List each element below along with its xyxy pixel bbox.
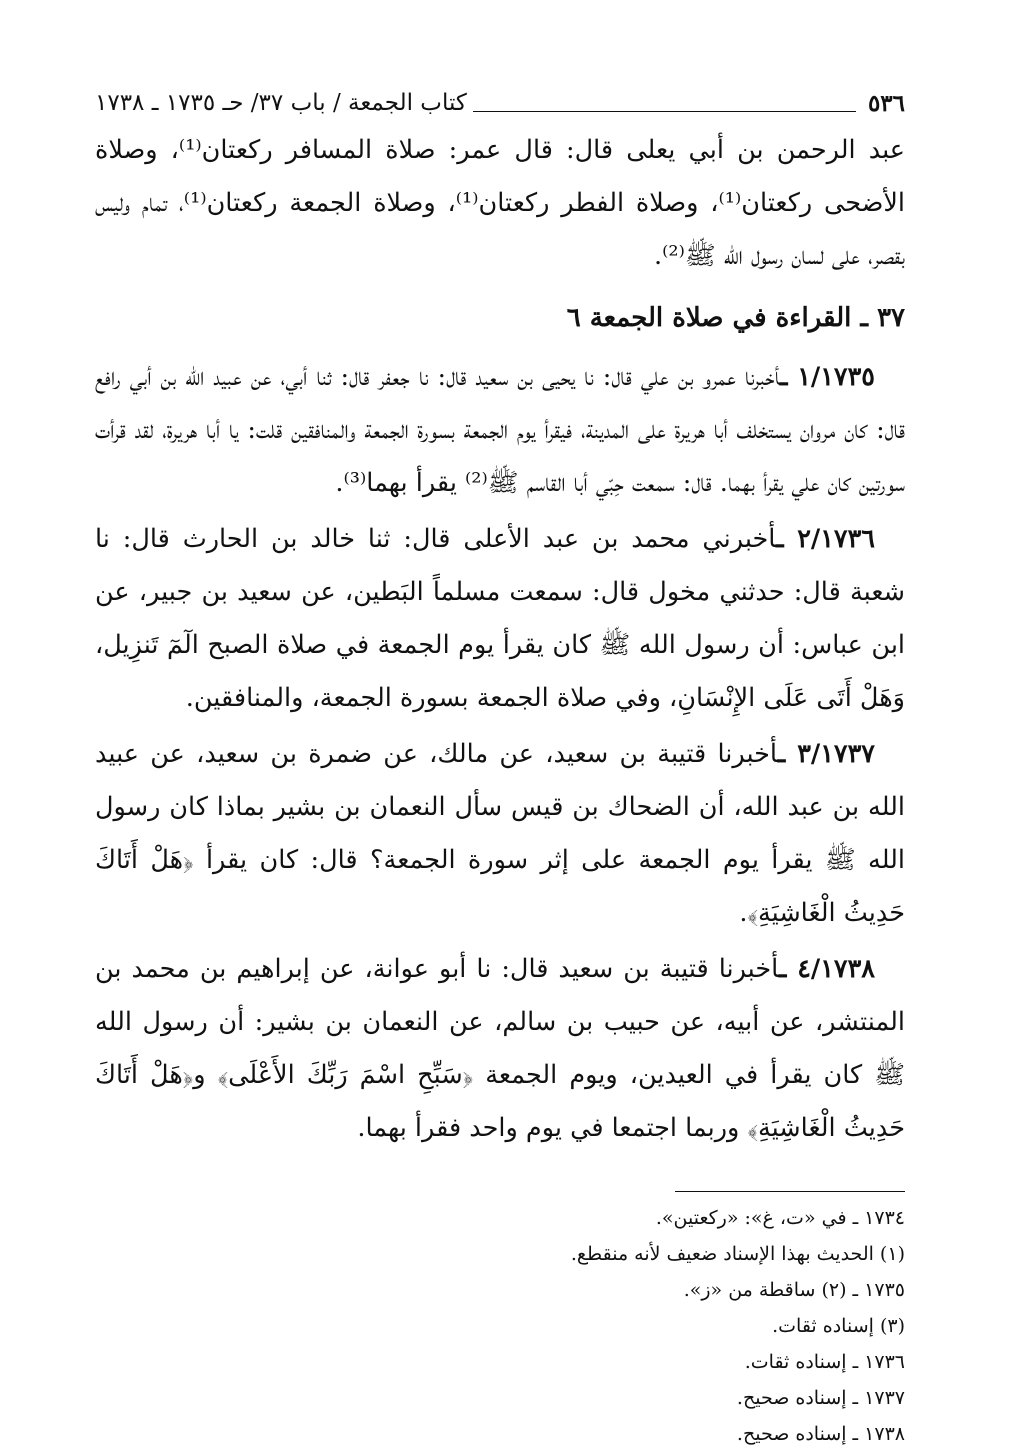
hadith-text: أخبرنا قتيبة بن سعيد، عن مالك، عن ضمرة بن سعيد، عن عبيد الله بن عبد الله، أن الضحاك بن قيس سأل النعمان بن بشير بماذا كان رسول الله ﷺ يقرأ يوم الجمعة على إثر سورة الجمعة؟ قال: كان يقرأ ﴿هَلْ أَتَاكَ حَدِيثُ الْغَاشِيَةِ﴾. <box>95 739 905 928</box>
page-number: ٥٣٦ <box>867 90 905 118</box>
header-rule <box>473 111 856 112</box>
footnote: ١٧٣٤ ـ في «ت، غ»: «ركعتين». <box>655 1207 905 1229</box>
footnote: (١) الحديث بهذا الإسناد ضعيف لأنه منقطع. <box>570 1243 905 1265</box>
section-heading: ٣٧ ـ القراءة في صلاة الجمعة ٦ <box>566 303 905 333</box>
hadith-paragraph <box>95 351 905 510</box>
hadith-paragraph <box>95 728 905 940</box>
hadith-number: ٤/١٧٣٨ ـ <box>778 954 875 984</box>
hadith-text: أخبرنا عمرو بن علي قال: نا يحيى بن سعيد قال: نا جعفر قال: ثنا أبي، عن عبيد الله بن أبي رافع قال: كان مروان يستخلف أبا هريرة على المدينة، فيقرأ يوم الجمعة بسورة الجمعة والمنافقين قلت: يا أبا هريرة، لقد قرأت سورتين كان علي يقرأ بهما. قال: سمعت حِبّي أبا القاسم ﷺ⁽²⁾ يقرأ بهما⁽³⁾. <box>95 362 905 498</box>
footnote-separator <box>675 1191 905 1192</box>
footnote: ١٧٣٧ ـ إسناده صحيح. <box>736 1387 905 1409</box>
footnote: ١٧٣٥ ـ (٢) ساقطة من «ز». <box>683 1279 905 1301</box>
main-text <box>95 124 905 1155</box>
opening-paragraph: عبد الرحمن بن أبي يعلى قال: قال عمر: صلاة المسافر ركعتان⁽¹⁾، وصلاة الأضحى ركعتان⁽¹⁾، وصلاة الفطر ركعتان⁽¹⁾، وصلاة الجمعة ركعتان⁽¹⁾، تمام وليس بقصر، على لسان رسول الله ﷺ⁽²⁾. <box>95 135 905 271</box>
hadith-number: ١/١٧٣٥ ـ <box>779 362 875 392</box>
hadith-number: ٣/١٧٣٧ ـ <box>777 739 875 769</box>
hadith-text: أخبرني محمد بن عبد الأعلى قال: ثنا خالد بن الحارث قال: نا شعبة قال: حدثني مخول قال: سمعت مسلماً البَطين، عن سعيد بن جبير، عن ابن عباس: أن رسول الله ﷺ كان يقرأ يوم الجمعة في صلاة الصبح الٓمٓ تَنزِيل، وَهَلْ أَتَى عَلَى الإِنْسَانِ، وفي صلاة الجمعة بسورة الجمعة، والمنافقين. <box>95 524 905 713</box>
page-header <box>95 78 905 118</box>
hadith-paragraph <box>95 943 905 1155</box>
footnote: ١٧٣٨ ـ إسناده صحيح. <box>736 1423 905 1445</box>
hadith-paragraph <box>95 513 905 725</box>
document-page <box>95 78 905 1452</box>
hadith-number: ٢/١٧٣٦ ـ <box>776 524 875 554</box>
hadith-text: أخبرنا قتيبة بن سعيد قال: نا أبو عوانة، عن إبراهيم بن محمد بن المنتشر، عن أبيه، عن حبيب بن سالم، عن النعمان بن بشير: أن رسول الله ﷺ كان يقرأ في العيدين، ويوم الجمعة ﴿سَبِّحِ اسْمَ رَبِّكَ الأَعْلَى﴾ و﴿هَلْ أَتَاكَ حَدِيثُ الْغَاشِيَةِ﴾ وربما اجتمعا في يوم واحد فقرأ بهما. <box>95 954 905 1143</box>
footnote: ١٧٣٦ ـ إسناده ثقات. <box>744 1351 905 1373</box>
footnote: (٣) إسناده ثقات. <box>772 1315 905 1337</box>
footnotes <box>95 1200 905 1452</box>
running-title: كتاب الجمعة / باب ٣٧/ حـ ١٧٣٥ ـ ١٧٣٨ <box>95 90 467 117</box>
